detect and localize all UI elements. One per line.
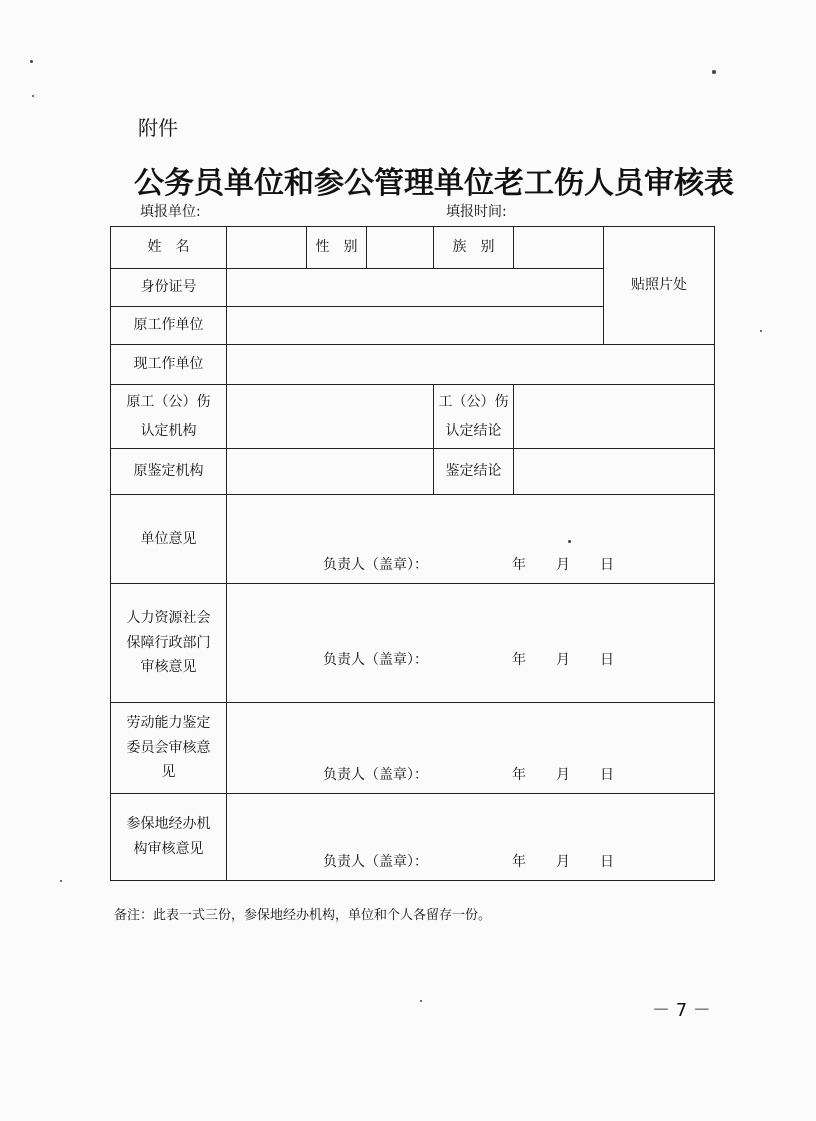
- original-injury-org-field[interactable]: [227, 385, 434, 449]
- injury-conclusion-label: [434, 385, 514, 449]
- appraisal-conclusion-field[interactable]: [514, 449, 715, 495]
- hr-opinion-line3: 审核意见: [140, 659, 197, 676]
- gender-label: 性 别: [307, 227, 367, 269]
- signature-line: 负责人（盖章）： 年 月 日: [323, 652, 614, 669]
- insurance-opinion-line1: 参保地经办机: [126, 816, 211, 833]
- original-unit-label: 原工作单位: [111, 307, 227, 345]
- footnote: 备注：此表一式三份，参保地经办机构，单位和个人各留存一份。: [114, 908, 492, 923]
- scan-speck: [760, 330, 762, 332]
- insurance-opinion-label: [111, 794, 227, 881]
- original-unit-field[interactable]: [227, 307, 604, 345]
- insurance-opinion-line2: 构审核意见: [133, 841, 204, 857]
- signature-line: 负责人（盖章）： 年 月 日: [323, 767, 614, 784]
- attachment-label: 附件: [138, 116, 178, 140]
- hr-opinion-field[interactable]: [227, 584, 715, 703]
- page-number: － 7 －: [652, 1000, 711, 1021]
- injury-conclusion-field[interactable]: [514, 385, 715, 449]
- scan-speck: [60, 880, 62, 882]
- scan-speck: [712, 70, 716, 74]
- review-form-table: [110, 226, 715, 881]
- injury-conclusion-line2: 认定结论: [445, 422, 502, 439]
- labor-opinion-label: [111, 703, 227, 794]
- labor-opinion-line1: 劳动能力鉴定: [126, 714, 211, 731]
- insurance-opinion-field[interactable]: [227, 794, 715, 881]
- page-title: 公务员单位和参公管理单位老工伤人员审核表: [134, 166, 734, 201]
- labor-opinion-field[interactable]: [227, 703, 715, 794]
- hr-opinion-line2: 保障行政部门: [126, 634, 211, 651]
- gender-field[interactable]: [367, 227, 434, 269]
- original-appraisal-org-field[interactable]: [227, 449, 434, 495]
- id-number-label: 身份证号: [111, 269, 227, 307]
- current-unit-label: 现工作单位: [111, 345, 227, 385]
- id-number-field[interactable]: [227, 269, 604, 307]
- ethnicity-label: 族 别: [434, 227, 514, 269]
- original-injury-org-label: [111, 385, 227, 449]
- scan-speck: [30, 60, 33, 63]
- signature-line: 负责人（盖章）： 年 月 日: [323, 557, 614, 574]
- hr-opinion-label: [111, 584, 227, 703]
- appraisal-conclusion-label: 鉴定结论: [434, 449, 514, 495]
- name-label: 姓 名: [111, 227, 227, 269]
- unit-opinion-label: 单位意见: [111, 495, 227, 584]
- ethnicity-field[interactable]: [514, 227, 604, 269]
- labor-opinion-line3: 见: [161, 764, 176, 781]
- unit-opinion-field[interactable]: [227, 495, 715, 584]
- current-unit-field[interactable]: [227, 345, 715, 385]
- name-field[interactable]: [227, 227, 307, 269]
- fill-unit-label: 填报单位:: [140, 204, 201, 220]
- scan-speck: [32, 95, 34, 97]
- photo-placeholder: 贴照片处: [604, 227, 715, 345]
- original-injury-org-line1: 原工（公）伤: [126, 393, 211, 410]
- injury-conclusion-line1: 工（公）伤: [438, 393, 509, 410]
- hr-opinion-line1: 人力资源社会: [126, 609, 211, 626]
- signature-line: 负责人（盖章）： 年 月 日: [323, 854, 614, 871]
- original-injury-org-line2: 认定机构: [140, 422, 197, 439]
- scan-speck: [568, 540, 571, 543]
- fill-time-label: 填报时间:: [446, 204, 507, 220]
- original-appraisal-org-label: 原鉴定机构: [111, 449, 227, 495]
- scan-speck: [420, 1000, 422, 1002]
- labor-opinion-line2: 委员会审核意: [126, 739, 211, 756]
